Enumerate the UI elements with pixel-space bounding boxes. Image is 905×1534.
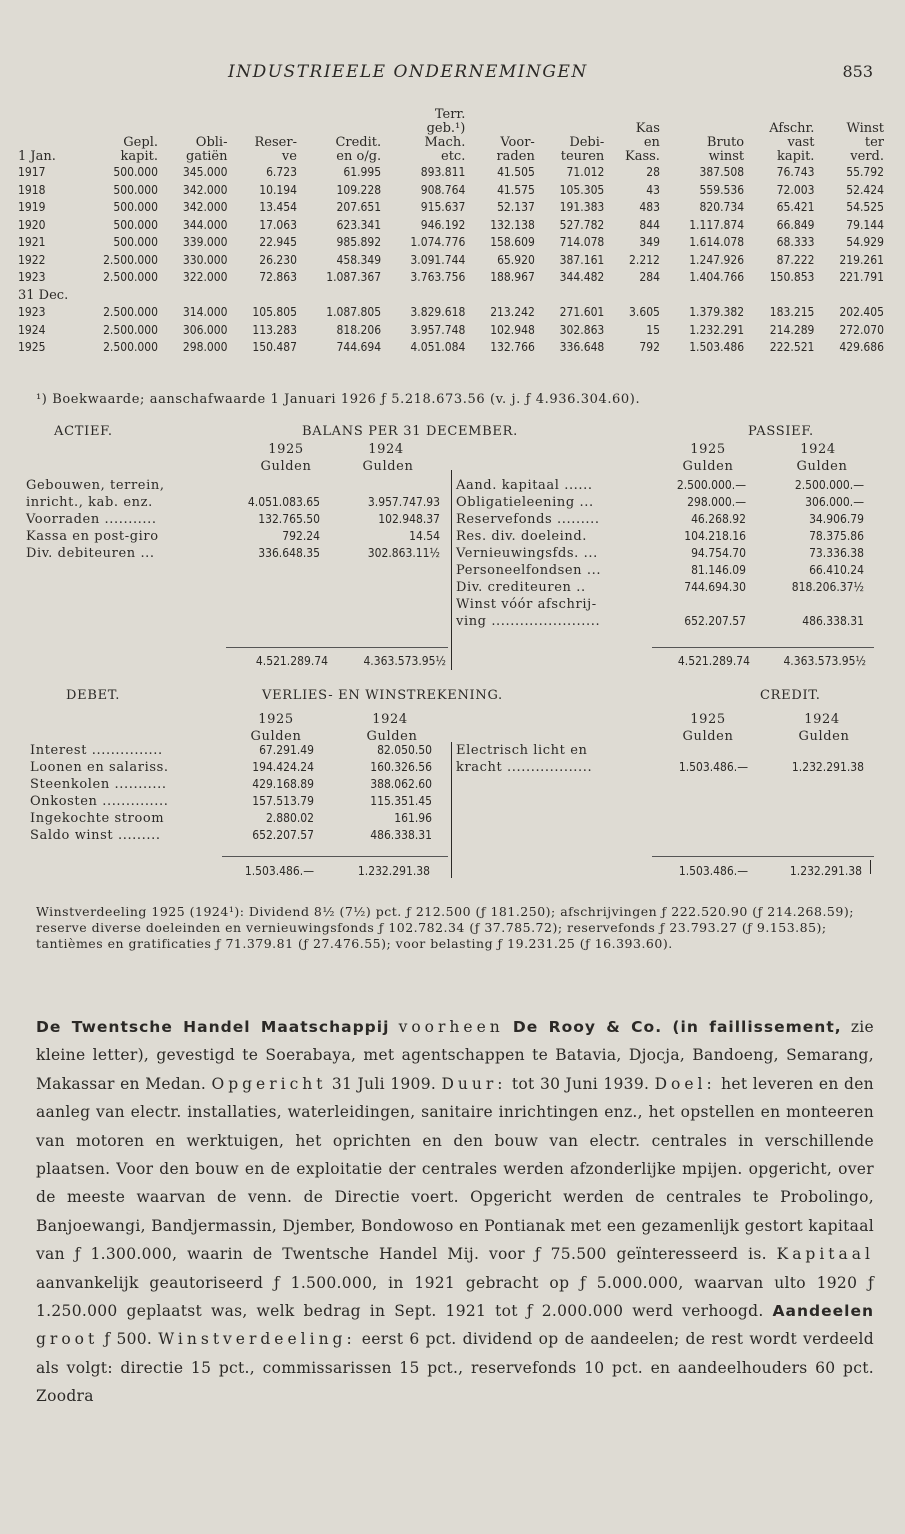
history-cell: 500.000	[113, 200, 158, 214]
debet-label: DEBET.	[66, 688, 121, 703]
debet-item-label: Loonen en salariss.	[30, 760, 169, 775]
voorheen-label: voorheen	[398, 1018, 504, 1036]
history-cell: 207.651	[336, 200, 382, 214]
actief-item-label: Kassa en post-giro	[26, 529, 159, 544]
history-header-cell	[229, 122, 298, 136]
passief-item-value-1924: 818.206.37½	[791, 580, 864, 594]
history-header-row	[16, 122, 886, 136]
passief-item-value-1925: 2.500.000.—	[676, 478, 746, 492]
history-cell: 15	[646, 322, 660, 337]
footnote: ¹) Boekwaarde; aanschafwaarde 1 Januari 1926 ƒ 5.218.673.56 (v. j. ƒ 4.936.304.60).	[36, 392, 641, 407]
balance-year-passief-1924: 1924	[800, 442, 836, 457]
history-cell: 72.863	[259, 270, 297, 284]
history-header-cell: Gepl.	[123, 135, 158, 150]
winstverdeeling-label: Winstverdeeling:	[158, 1330, 356, 1349]
debet-item-label: Saldo winst .........	[30, 828, 161, 843]
running-head-title: INDUSTRIEELE ONDERNEMINGEN	[228, 62, 588, 82]
history-cell: 483	[639, 200, 660, 214]
history-header-cell: Credit.	[335, 135, 382, 150]
debet-item-value-1925: 2.880.02	[265, 811, 314, 825]
history-cell: 284	[639, 270, 660, 284]
history-header-cell: Voor-	[500, 135, 535, 150]
history-cell: 2.500.000	[103, 340, 158, 354]
history-header-cell	[16, 108, 76, 122]
history-header-cell: verd.	[850, 149, 884, 164]
history-cell: 52.137	[497, 200, 535, 214]
debet-item-label: Ingekochte stroom	[30, 811, 165, 826]
doel-value: het leveren en den aanleg van electr. installaties, waterleidingen, sanitaire inrichtingen enz., het opstellen en monteeren van motoren en werktuigen, het oprichten en den bouw van electr. centrales in verschillende plaatsen. Voor den bouw en de exploitatie der centrales werden afzonderlijke mpijen. opgericht, over de meeste waarvan de venn. de Directie voert. Opgericht werden de centrales te Probolingo, Banjoewangi, Bandjermassin, Djember, Bondowoso en Pontianak met een gezamenlijk gestort kapitaal van ƒ 1.300.000, waarin de Twentsche Handel Mij. voor ƒ 75.500 geïnteresseerd is.	[36, 1074, 874, 1264]
passief-item-label: Aand. kapitaal ......	[456, 478, 593, 493]
history-row	[16, 164, 886, 182]
history-header-cell: winst	[708, 149, 745, 164]
debet-item-value-1925: 67.291.49	[259, 743, 314, 757]
history-header-cell	[16, 122, 76, 136]
history-cell: 72.003	[776, 182, 815, 197]
pl-year-debet-1924: 1924	[372, 712, 408, 727]
history-cell: 43	[646, 182, 660, 197]
history-cell: 132.766	[490, 340, 535, 354]
history-cell: 1922	[18, 252, 46, 267]
debet-item-value-1924: 486.338.31	[370, 828, 432, 842]
actief-total-1924: 4.363.573.95½	[363, 654, 446, 668]
debet-item-label: Onkosten ..............	[30, 794, 169, 809]
history-cell: 41.575	[497, 182, 535, 197]
actief-item-value-1924: 302.863.11½	[367, 546, 440, 560]
kapitaal-value: aanvankelijk geautoriseerd ƒ 1.500.000, in 1921 gebracht op ƒ 5.000.000, waarvan ulto 1920 ƒ 1.250.000 geplaatst was, welk bedrag in Sept. 1921 tot ƒ 2.000.000 werd verhoogd.	[36, 1273, 874, 1321]
debet-item-label: Interest ...............	[30, 743, 163, 758]
debet-item-value-1925: 652.207.57	[252, 828, 314, 842]
history-cell: 6.723	[266, 165, 297, 179]
passief-item-label: ving .......................	[456, 614, 601, 629]
history-cell: 22.945	[259, 235, 297, 249]
history-cell: 3.763.756	[410, 270, 466, 284]
passief-item-label: Winst vóór afschrij-	[456, 597, 597, 612]
balance-title: BALANS PER 31 DECEMBER.	[302, 424, 518, 439]
history-header-cell	[229, 108, 298, 122]
passief-item-label: Res. div. doeleind.	[456, 529, 588, 544]
kapitaal-label: Kapitaal	[776, 1245, 874, 1264]
doel-label: Doel:	[654, 1074, 716, 1093]
credit-item-label: kracht ..................	[456, 760, 593, 775]
history-cell: 322.000	[182, 270, 228, 284]
history-cell: 2.500.000	[103, 270, 158, 284]
history-cell: 844	[639, 217, 660, 232]
history-header-cell	[160, 108, 229, 122]
history-cell: 2.500.000	[103, 305, 158, 319]
passief-item-value-1925: 94.754.70	[691, 546, 746, 560]
history-header-cell: etc.	[441, 149, 466, 164]
history-cell: 3.605	[629, 305, 660, 319]
balance-year-actief-1924: 1924	[368, 442, 404, 457]
history-cell: 219.261	[839, 252, 884, 267]
history-cell: 1924	[18, 322, 46, 337]
passief-item-value-1924: 34.906.79	[809, 512, 864, 526]
history-cell: 109.228	[336, 182, 382, 197]
history-row	[16, 217, 886, 235]
actief-item-value-1924: 102.948.37	[378, 512, 440, 526]
history-cell: 68.333	[776, 235, 815, 249]
history-cell: 13.454	[259, 200, 297, 214]
history-header-cell	[299, 122, 383, 136]
history-cell: 345.000	[182, 165, 228, 179]
actief-item-value-1924: 14.54	[409, 529, 440, 543]
history-cell: 1921	[18, 235, 46, 249]
history-cell: 1923	[18, 270, 46, 284]
history-cell: 1919	[18, 200, 46, 214]
history-cell: 65.421	[776, 200, 815, 214]
history-cell: 4.051.084	[410, 340, 466, 354]
history-cell: 714.078	[559, 235, 605, 249]
history-cell: 1.379.382	[689, 305, 745, 319]
history-header-cell: Obli-	[195, 135, 228, 150]
history-header-cell: Debi-	[569, 135, 605, 150]
passief-total-1925: 4.521.289.74	[677, 654, 750, 668]
balance-unit-passief-1924: Gulden	[796, 459, 848, 474]
history-cell: 500.000	[113, 217, 158, 232]
balance-unit-actief-1925: Gulden	[260, 459, 312, 474]
debet-item-label: Steenkolen ...........	[30, 777, 167, 792]
history-cell: 500.000	[113, 182, 158, 197]
history-cell: 342.000	[182, 200, 228, 214]
history-dec-label: 31 Dec.	[18, 287, 69, 303]
history-cell: 1918	[18, 182, 46, 197]
company-article	[36, 1013, 874, 1411]
history-cell: 744.694	[336, 340, 382, 354]
history-row	[16, 199, 886, 217]
history-header-row	[16, 108, 886, 122]
history-row	[16, 339, 886, 357]
history-cell: 349	[639, 235, 660, 249]
history-cell: 429.686	[839, 340, 884, 354]
credit-item-label: Electrisch licht en	[456, 743, 588, 758]
debet-item-value-1924: 82.050.50	[377, 743, 432, 757]
history-cell: 71.012	[566, 165, 605, 179]
history-cell: 76.743	[776, 165, 815, 179]
credit-item-value-1924: 1.232.291.38	[791, 760, 864, 774]
history-cell: 1925	[18, 340, 46, 354]
passief-item-label: Div. crediteuren ..	[456, 580, 586, 595]
history-cell: 54.929	[846, 235, 884, 249]
passief-item-value-1924: 66.410.24	[809, 563, 864, 577]
history-cell: 41.505	[497, 165, 535, 179]
history-cell: 1.087.367	[326, 270, 382, 284]
history-row	[16, 252, 886, 270]
pl-unit-debet-1924: Gulden	[366, 729, 418, 744]
history-cell: 132.138	[490, 217, 535, 232]
history-cell: 2.212	[629, 252, 660, 267]
history-header-cell: raden	[496, 149, 535, 164]
history-header-cell: ve	[281, 149, 297, 164]
history-cell: 314.000	[182, 305, 228, 319]
history-header-cell: vast	[787, 135, 815, 150]
history-cell: 52.424	[846, 182, 884, 197]
pl-year-debet-1925: 1925	[258, 712, 294, 727]
history-dec-label-row	[16, 287, 886, 305]
history-cell: 342.000	[182, 182, 228, 197]
passief-item-value-1924: 486.338.31	[802, 614, 864, 628]
running-head	[0, 62, 905, 86]
history-header-cell	[16, 136, 76, 150]
history-cell: 150.487	[252, 340, 297, 354]
history-cell: 298.000	[182, 340, 228, 354]
history-cell: 202.405	[839, 305, 884, 319]
history-cell: 1917	[18, 165, 46, 179]
debet-item-value-1924: 160.326.56	[370, 760, 432, 774]
history-header-cell: gatiën	[185, 149, 228, 164]
history-cell: 1.503.486	[689, 340, 745, 354]
history-cell: 1.404.766	[689, 270, 745, 284]
history-cell: 2.500.000	[103, 252, 158, 267]
history-cell: 214.289	[769, 322, 815, 337]
history-cell: 105.305	[559, 182, 605, 197]
history-cell: 500.000	[113, 165, 158, 179]
pl-unit-debet-1925: Gulden	[250, 729, 302, 744]
history-row	[16, 322, 886, 340]
history-header-row	[16, 150, 886, 164]
winstverdeeling-value: eerst 6 pct. dividend op de aandeelen; de rest wordt verdeeld als volgt: directie 15 pct., commissarissen 15 pct., reservefonds 10 pct. en aandeelhouders 60 pct. Zoodra	[36, 1330, 875, 1406]
actief-item-value-1925: 132.765.50	[258, 512, 320, 526]
debet-item-value-1924: 388.062.60	[370, 777, 432, 791]
credit-label: CREDIT.	[760, 688, 821, 703]
history-header-cell: ter	[864, 135, 884, 150]
history-row	[16, 234, 886, 252]
history-cell: 54.525	[846, 200, 884, 214]
history-header-cell: kapit.	[776, 149, 815, 164]
history-table	[16, 108, 886, 357]
history-cell: 2.500.000	[103, 322, 158, 337]
history-header-cell: Mach.	[424, 135, 466, 150]
history-header-cell	[467, 108, 536, 122]
passief-total-1924: 4.363.573.95½	[783, 654, 866, 668]
credit-item-value-1925: 1.503.486.—	[678, 760, 748, 774]
passief-item-value-1924: 306.000.—	[805, 495, 864, 509]
history-header-cell	[816, 108, 886, 122]
duur-value: tot 30 Juni 1939.	[511, 1074, 650, 1093]
history-cell: 222.521	[769, 340, 815, 354]
passief-item-label: Reservefonds .........	[456, 512, 600, 527]
history-cell: 1.087.805	[326, 305, 382, 319]
actief-item-value-1925: 336.648.35	[258, 546, 320, 560]
debet-item-value-1924: 115.351.45	[370, 794, 432, 808]
history-cell: 306.000	[182, 322, 228, 337]
pl-year-credit-1924: 1924	[804, 712, 840, 727]
history-header-cell: Kass.	[625, 149, 660, 164]
passief-item-label: Obligatieleening ...	[456, 495, 594, 510]
groot-label: groot	[36, 1330, 99, 1349]
history-cell: 527.782	[559, 217, 605, 232]
history-cell: 339.000	[182, 235, 228, 249]
credit-total-1925: 1.503.486.—	[678, 864, 748, 878]
history-cell: 623.341	[336, 217, 382, 232]
history-header-cell	[537, 122, 606, 136]
history-header-row	[16, 136, 886, 150]
history-header-cell: geb.¹)	[426, 121, 466, 136]
company-name: De Twentsche Handel Maatschappij	[36, 1018, 390, 1036]
pl-year-credit-1925: 1925	[690, 712, 726, 727]
actief-item-label: Div. debiteuren ...	[26, 546, 155, 561]
former-name: De Rooy & Co. (in faillissement,	[512, 1018, 842, 1036]
history-row	[16, 269, 886, 287]
history-row	[16, 304, 886, 322]
history-header-cell	[662, 108, 746, 122]
opgericht-value: 31 Juli 1909.	[331, 1074, 437, 1093]
history-cell: 10.194	[259, 182, 297, 197]
history-cell: 188.967	[490, 270, 535, 284]
history-cell: 79.144	[846, 217, 884, 232]
credit-total-1924: 1.232.291.38	[789, 864, 862, 878]
history-cell: 915.637	[420, 200, 466, 214]
balance-year-passief-1925: 1925	[690, 442, 726, 457]
history-header-cell: Afschr.	[769, 121, 815, 136]
actief-item-label: inricht., kab. enz.	[26, 495, 153, 510]
page-number: 853	[842, 62, 873, 81]
history-cell: 387.508	[699, 165, 745, 179]
debet-item-value-1924: 161.96	[394, 811, 432, 825]
history-header-cell: Kas	[635, 121, 660, 136]
passief-item-value-1924: 2.500.000.—	[794, 478, 864, 492]
history-cell: 559.536	[699, 182, 745, 197]
history-cell: 1.614.078	[689, 235, 745, 249]
passief-item-value-1925: 744.694.30	[684, 580, 746, 594]
history-cell: 271.601	[559, 305, 605, 319]
history-row	[16, 182, 886, 200]
history-cell: 3.829.618	[410, 305, 466, 319]
history-cell: 272.070	[839, 322, 884, 337]
passief-item-label: Personeelfondsen ...	[456, 563, 602, 578]
intro-text: zie kleine letter), gevestigd te Soerabaya, met agentschappen te Batavia, Djocja, Bandoeng, Semarang, Makassar en Medan.	[36, 1018, 875, 1093]
actief-item-value-1924: 3.957.747.93	[367, 495, 440, 509]
passief-label: PASSIEF.	[748, 424, 814, 439]
history-cell: 26.230	[259, 252, 297, 267]
history-cell: 213.242	[490, 305, 535, 319]
history-header-cell	[467, 122, 536, 136]
debet-total-1924: 1.232.291.38	[357, 864, 430, 878]
history-cell: 387.161	[559, 252, 605, 267]
balance-unit-actief-1924: Gulden	[362, 459, 414, 474]
passief-item-value-1925: 652.207.57	[684, 614, 746, 628]
history-cell: 330.000	[182, 252, 228, 267]
history-cell: 458.349	[336, 252, 382, 267]
passief-item-value-1924: 78.375.86	[809, 529, 864, 543]
history-cell: 183.215	[769, 305, 815, 319]
history-cell: 344.000	[182, 217, 228, 232]
history-cell: 1.247.926	[689, 252, 745, 267]
history-cell: 61.995	[343, 165, 382, 179]
history-header-cell: Terr.	[434, 107, 466, 122]
balance-unit-passief-1925: Gulden	[682, 459, 734, 474]
debet-item-value-1925: 194.424.24	[252, 760, 314, 774]
history-cell: 102.948	[490, 322, 535, 337]
history-cell: 113.283	[252, 322, 297, 337]
history-cell: 1920	[18, 217, 46, 232]
history-cell: 3.957.748	[410, 322, 466, 337]
history-cell: 3.091.744	[410, 252, 466, 267]
history-header-cell: teuren	[560, 149, 605, 164]
pl-unit-credit-1924: Gulden	[798, 729, 850, 744]
history-header-cell	[746, 108, 816, 122]
history-header-cell	[76, 108, 160, 122]
passief-item-value-1925: 298.000.—	[687, 495, 746, 509]
passief-item-value-1925: 46.268.92	[691, 512, 746, 526]
groot-value: ƒ 500.	[104, 1330, 153, 1349]
history-cell: 908.764	[420, 182, 466, 197]
history-cell: 1923	[18, 305, 46, 319]
history-header-cell: Winst	[846, 121, 884, 136]
history-header-cell	[76, 122, 160, 136]
history-cell: 158.609	[490, 235, 535, 249]
history-cell: 818.206	[336, 322, 382, 337]
history-cell: 500.000	[113, 235, 158, 249]
history-cell: 66.849	[776, 217, 815, 232]
history-cell: 946.192	[420, 217, 466, 232]
history-cell: 893.811	[420, 165, 466, 179]
history-header-cell	[299, 108, 383, 122]
history-header-cell	[606, 108, 662, 122]
passief-item-label: Vernieuwingsfds. ...	[456, 546, 598, 561]
history-cell: 792	[639, 340, 660, 354]
history-header-cell: kapit.	[120, 149, 158, 164]
history-cell: 344.482	[559, 270, 605, 284]
history-cell: 191.383	[559, 200, 605, 214]
debet-item-value-1925: 429.168.89	[252, 777, 314, 791]
history-cell: 336.648	[559, 340, 605, 354]
history-header-cell	[537, 108, 606, 122]
history-cell: 55.792	[846, 165, 884, 179]
opgericht-label: Opgericht	[211, 1074, 327, 1093]
actief-item-value-1925: 792.24	[282, 529, 320, 543]
history-header-cell	[160, 122, 229, 136]
actief-item-label: Gebouwen, terrein,	[26, 478, 165, 493]
history-cell: 17.063	[259, 217, 297, 232]
history-header-cell: 1 Jan.	[18, 149, 56, 164]
history-cell: 65.920	[497, 252, 535, 267]
history-cell: 150.853	[769, 270, 815, 284]
history-cell: 87.222	[776, 252, 815, 267]
actief-item-value-1925: 4.051.083.65	[247, 495, 320, 509]
history-header-cell: Bruto	[706, 135, 745, 150]
history-cell: 105.805	[252, 305, 297, 319]
history-cell: 1.074.776	[410, 235, 466, 249]
pl-unit-credit-1925: Gulden	[682, 729, 734, 744]
history-cell: 820.734	[699, 200, 745, 214]
history-cell: 221.791	[839, 270, 884, 284]
actief-item-label: Voorraden ...........	[26, 512, 157, 527]
aandeelen-label: Aandeelen	[772, 1302, 874, 1321]
history-header-cell	[662, 122, 746, 136]
actief-label: ACTIEF.	[54, 424, 113, 439]
passief-item-value-1925: 104.218.16	[684, 529, 746, 543]
passief-item-value-1924: 73.336.38	[809, 546, 864, 560]
pl-title: VERLIES- EN WINSTREKENING.	[262, 688, 503, 703]
history-cell: 985.892	[336, 235, 382, 249]
passief-item-value-1925: 81.146.09	[691, 563, 746, 577]
history-cell: 28	[646, 165, 660, 179]
history-cell: 302.863	[559, 322, 605, 337]
history-header-cell: en	[643, 135, 660, 150]
duur-label: Duur:	[441, 1074, 507, 1093]
actief-total-1925: 4.521.289.74	[255, 654, 328, 668]
balance-year-actief-1925: 1925	[268, 442, 304, 457]
history-header-cell: Reser-	[254, 135, 297, 150]
history-cell: 1.117.874	[689, 217, 745, 232]
debet-total-1925: 1.503.486.—	[244, 864, 314, 878]
winstverdeeling-note: Winstverdeeling 1925 (1924¹): Dividend 8½ (7½) pct. ƒ 212.500 (ƒ 181.250); afschrijvingen ƒ 222.520.90 (ƒ 214.268.59); reserve diverse doeleinden en vernieuwingsfonds ƒ 102.782.34 (ƒ 37.785.72); reservefonds ƒ 23.793.27 (ƒ 9.153.85); tantièmes en gratificaties ƒ 71.379.81 (ƒ 27.476.55); voor belasting ƒ 19.231.25 (ƒ 16.393.60).	[36, 904, 854, 951]
history-cell: 1.232.291	[689, 322, 745, 337]
debet-item-value-1925: 157.513.79	[252, 794, 314, 808]
history-header-cell: en o/g.	[336, 149, 382, 164]
